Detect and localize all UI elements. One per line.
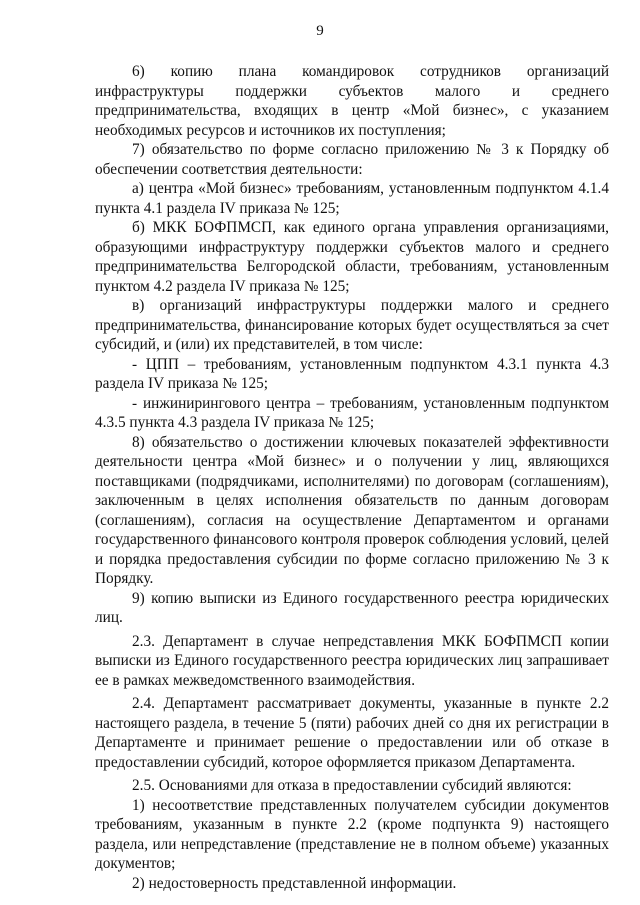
paragraph-subitem-v: в) организаций инфраструктуры поддержки малого и среднего предпринимательства, финансирование которых будет осуществляться за счет субсидий, и (или) их представителей, в том числе: — [95, 297, 609, 353]
paragraph-2-4: 2.4. Департамент рассматривает документы, указанные в пункте 2.2 настоящего раздела, в течение 5 (пяти) рабочих дней со дня их регистрации в Департаменте и принимает решение о предоставлении или об отказе в предоставлении субсидий, которое оформляется приказом Департамента. — [95, 695, 609, 771]
paragraph-item-6-work-plan: 6) копию плана командировок сотрудников организаций инфраструктуры поддержки субъектов малого и среднего предпринимательства, входящих в центр «Мой бизнес», с указанием необходимых ресурсов и источников их поступления; — [95, 63, 609, 139]
paragraph-2-3: 2.3. Департамент в случае непредставления МКК БОФПМСП копии выписки из Единого государственного реестра юридических лиц запрашивает ее в рамках межведомственного взаимодействия. — [95, 632, 609, 689]
page-number: 9 — [316, 23, 324, 39]
document-body — [95, 62, 609, 893]
paragraph-item-7-obligation: 7) обязательство по форме согласно приложению № 3 к Порядку об обеспечении соответствия деятельности: — [95, 141, 609, 178]
paragraph-refusal-reason-1: 1) несоответствие представленных получателем субсидии документов требованиям, указанным в пункте 2.2 (кроме подпункта 9) настоящего раздела, или непредставление (представление не в полном объеме) указанных документов; — [95, 796, 609, 872]
paragraph-2-5: 2.5. Основаниями для отказа в предоставлении субсидий являются: — [132, 777, 572, 794]
paragraph-dash-cpp: - ЦПП – требованиям, установленным подпунктом 4.3.1 пункта 4.3 раздела IV приказа № 125; — [95, 355, 609, 392]
paragraph-refusal-reason-2: 2) недостоверность представленной информации. — [132, 874, 457, 892]
paragraph-dash-engineering-center: - инжинирингового центра – требованиям, установленным подпунктом 4.3.5 пункта 4.3 раздела IV приказа № 125; — [95, 394, 609, 431]
paragraph-item-8-kpi-obligation: 8) обязательство о достижении ключевых показателей эффективности деятельности центра «Мой бизнес» и о получении у лиц, являющихся поставщиками (подрядчиками, исполнителями) по договорам (соглашениям), заключенным в целях исполнения обязательств по данным договорам (соглашениям), согласия на осуществление Департаментом и органами государственного финансового контроля проверок соблюдения условий, целей и порядка предоставления субсидии по форме согласно приложению № 3 к Порядку. — [95, 433, 609, 587]
paragraph-subitem-a: а) центра «Мой бизнес» требованиям, установленным подпунктом 4.1.4 пункта 4.1 раздела IV приказа № 125; — [95, 180, 609, 217]
paragraph-item-9-registry-extract: 9) копию выписки из Единого государственного реестра юридических лиц. — [95, 589, 609, 626]
paragraph-subitem-b: б) МКК БОФПМСП, как единого органа управления организациями, образующими инфраструктуру поддержки субъектов малого и среднего предпринимательства Белгородской области, требованиям, установленным пунктом 4.2 раздела IV приказа № 125; — [95, 219, 609, 295]
